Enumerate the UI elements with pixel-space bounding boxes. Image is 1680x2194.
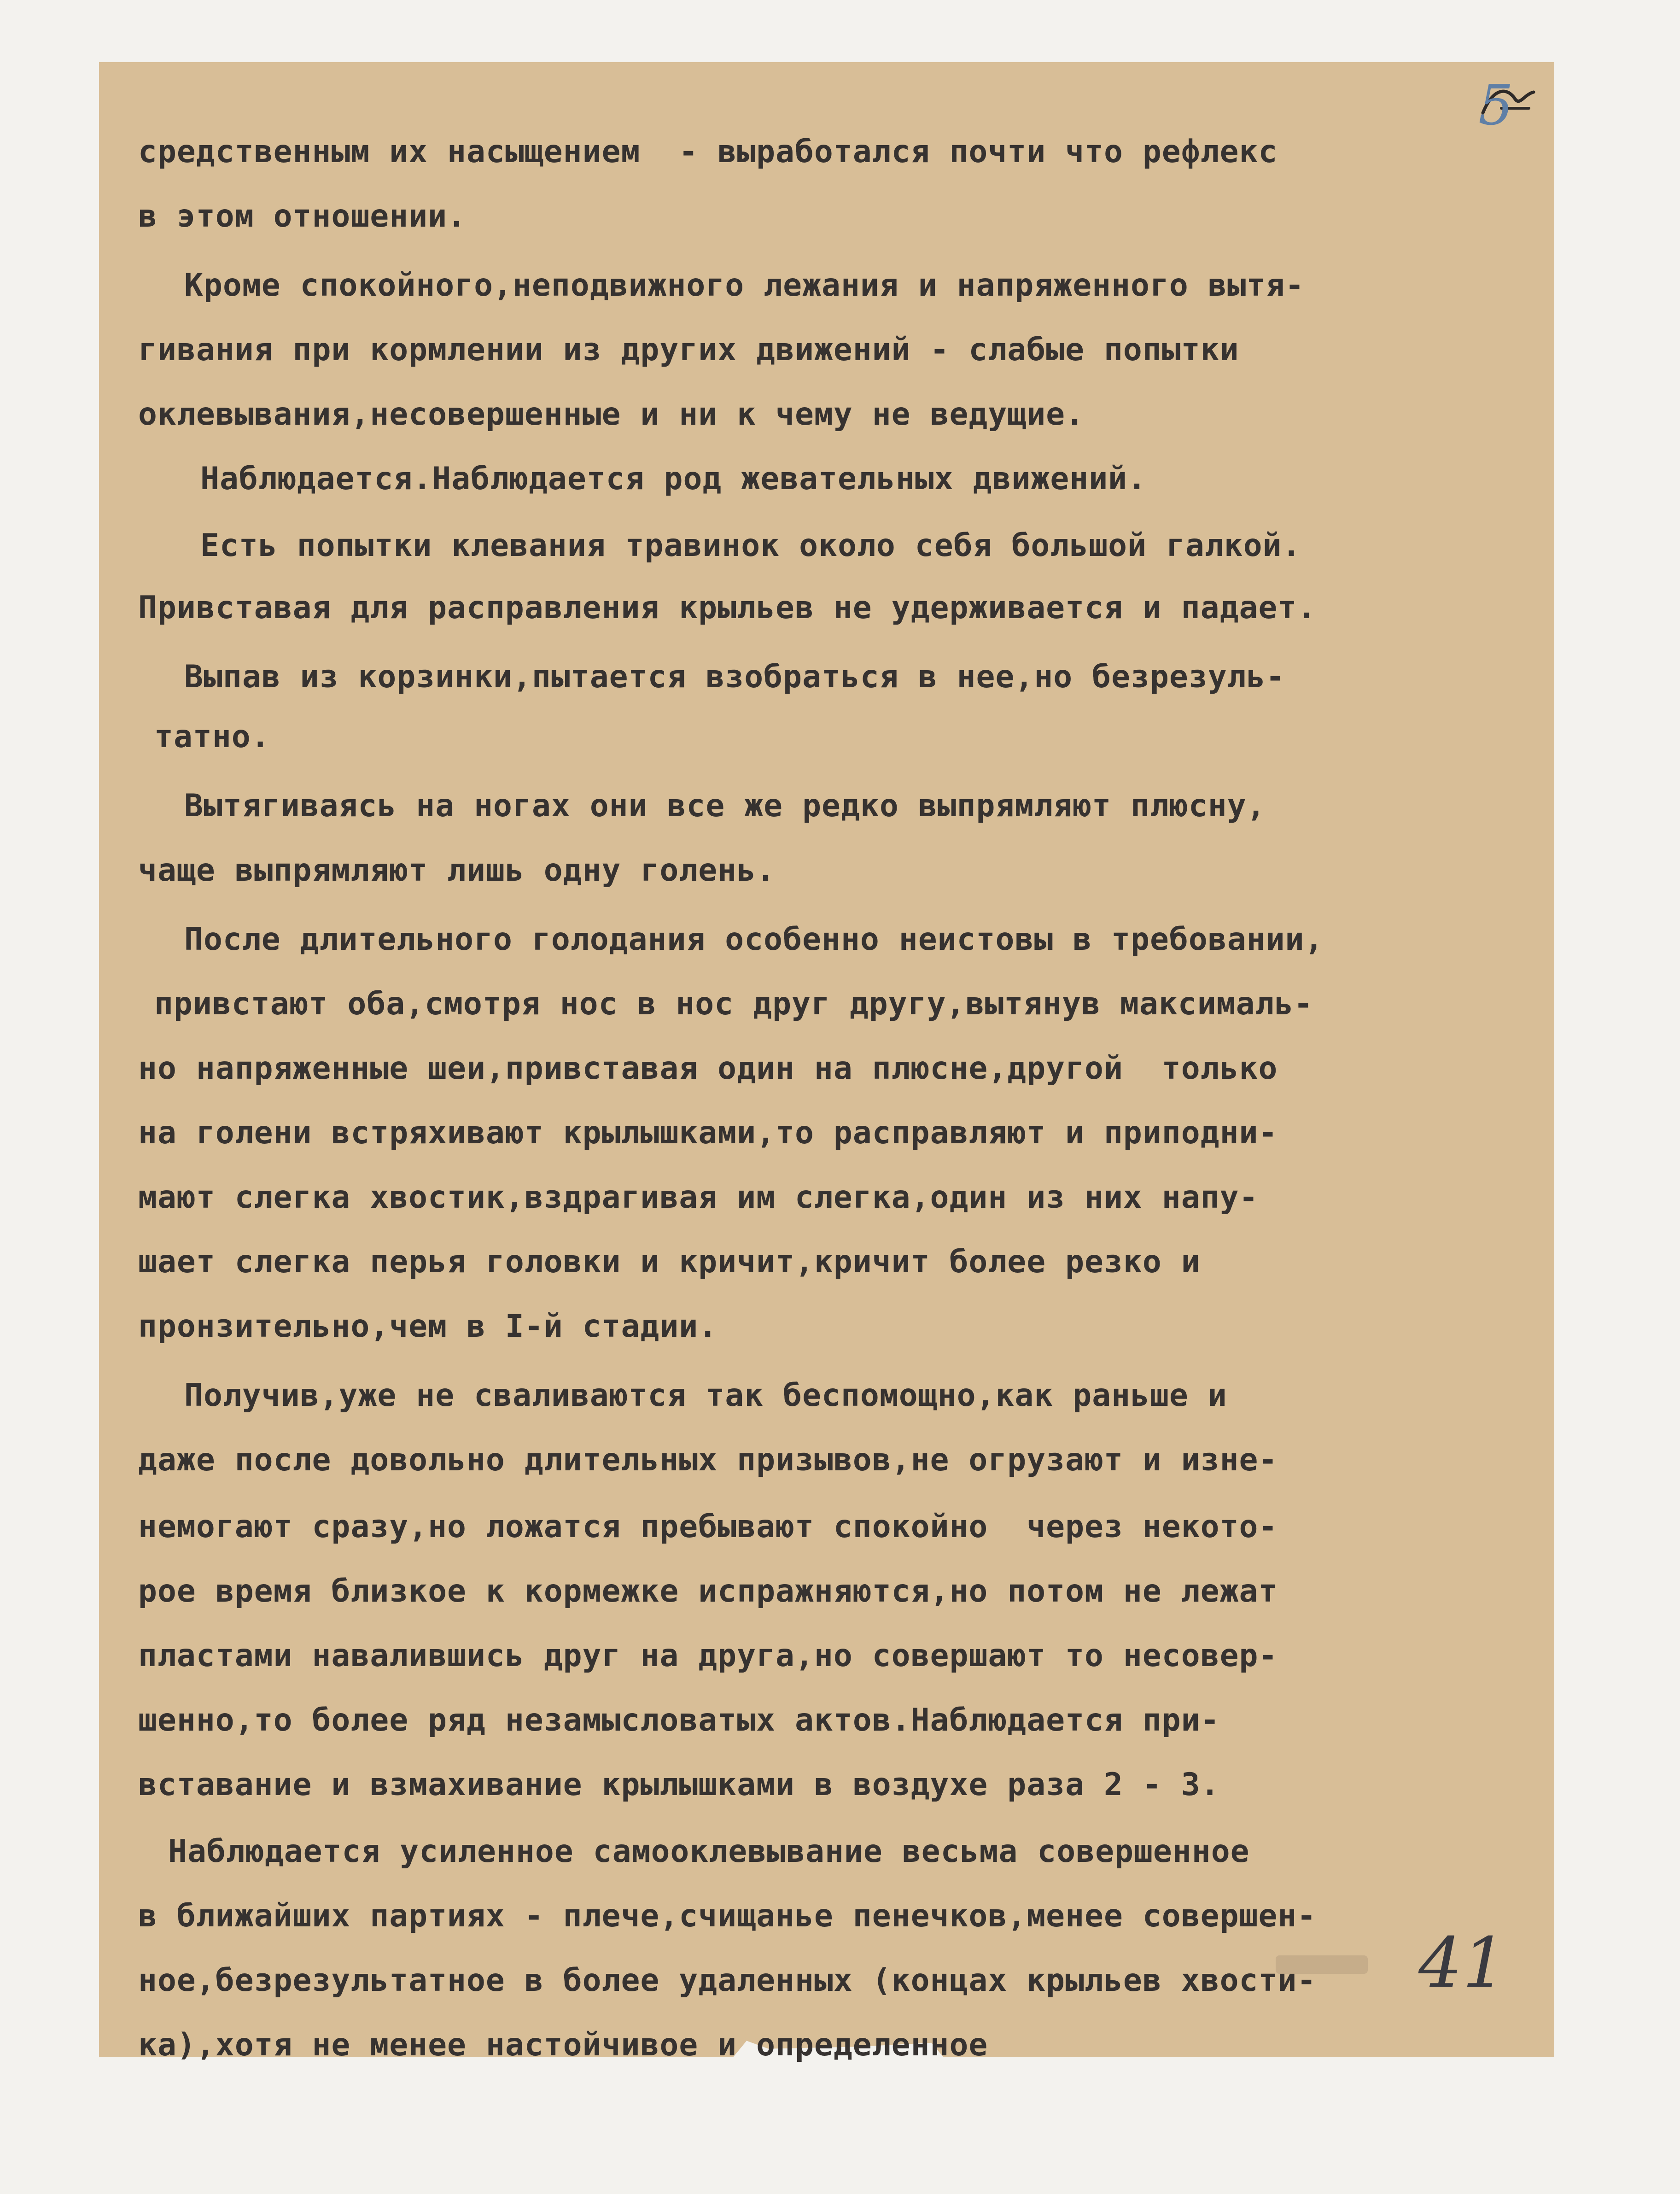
text-line: вставание и взмахивание крылышками в воздухе раза 2 - 3. [138,1767,1220,1803]
page-number-blue: 5 [1478,74,1514,138]
text-line: шает слегка перья головки и кричит,кричит более резко и [138,1244,1201,1280]
text-line: Наблюдается.Наблюдается род жевательных движений. [200,461,1147,497]
text-line: Наблюдается усиленное самооклевывание весьма совершенное [168,1833,1250,1870]
text-line: Привставая для расправления крыльев не удерживается и падает. [138,590,1317,626]
text-line: привстают оба,смотря нос в нос друг другу,вытянув максималь- [154,986,1313,1022]
text-line: Вытягиваясь на ногах они все же редко выпрямляют плюсну, [184,788,1266,824]
text-line: чаще выпрямляют лишь одну голень. [138,852,776,889]
text-line: После длительного голодания особенно неистовы в требовании, [184,921,1324,958]
text-line: на голени встряхивают крылышками,то расправляют и приподни- [138,1115,1278,1151]
text-line: пластами навалившись друг на друга,но совершают то несовер- [138,1638,1278,1674]
archive-page-number: 41 [1418,1923,1506,2003]
text-line: в ближайших партиях - плече,счищанье пенечков,менее совершен- [138,1898,1317,1934]
text-line: гивания при кормлении из других движений - слабые попытки [138,332,1239,368]
faint-stamp [1276,1955,1368,1974]
text-line: татно. [154,719,270,755]
text-line: Кроме спокойного,неподвижного лежания и напряженного вытя- [184,267,1305,304]
text-line: даже после довольно длительных призывов,не огрузают и изне- [138,1442,1278,1478]
text-line: Есть попытки клевания травинок около себя большой галкой. [200,527,1301,564]
text-line: Выпав из корзинки,пытается взобраться в нее,но безрезуль- [184,659,1285,695]
text-line: оклевывания,несовершенные и ни к чему не ведущие. [138,396,1085,433]
text-line: но напряженные шеи,привставая один на плюсне,другой только [138,1050,1278,1087]
text-line: пронзительно,чем в I-й стадии. [138,1308,718,1345]
text-line: мают слегка хвостик,вздрагивая им слегка,один из них напу- [138,1179,1259,1216]
text-line: средственным их насыщением - выработался почти что рефлекс [138,134,1278,170]
text-line: шенно,то более ряд незамысловатых актов.Наблюдается при- [138,1702,1220,1738]
text-line: ка),хотя не менее настойчивое и определенное [138,2027,988,2063]
text-line: в этом отношении. [138,198,467,234]
text-line: ное,безрезультатное в более удаленных (концах крыльев хвости- [138,1962,1317,1999]
text-line: рое время близкое к кормежке испражняются,но потом не лежат [138,1573,1278,1609]
text-line: немогают сразу,но ложатся пребывают спокойно через некото- [138,1509,1278,1545]
text-line: Получив,уже не сваливаются так беспомощно,как раньше и [184,1377,1227,1414]
